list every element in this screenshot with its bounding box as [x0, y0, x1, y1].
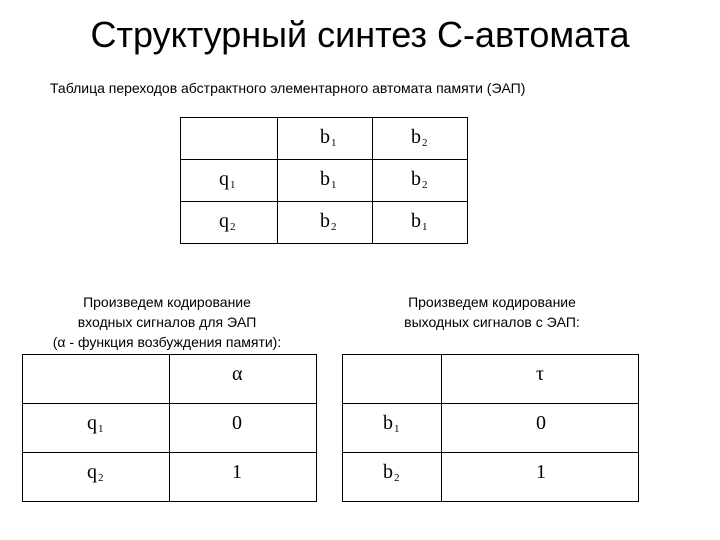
table-cell [278, 202, 373, 244]
cell-subscript: 2 [331, 221, 337, 233]
table-row [23, 404, 317, 453]
cell-base: b [411, 210, 421, 232]
table-row-label [23, 404, 170, 453]
cell-base: q [219, 168, 229, 190]
cell-base: b [383, 461, 393, 483]
table-header-row [343, 355, 639, 404]
cell-subscript: 2 [422, 179, 428, 191]
table-row [343, 453, 639, 502]
table-cell [170, 453, 317, 502]
table-corner-cell [23, 355, 170, 404]
table-header-cell [278, 118, 373, 160]
table-row [343, 404, 639, 453]
table-row [181, 202, 468, 244]
table-row-label [343, 404, 442, 453]
table-corner-cell [181, 118, 278, 160]
slide-title: Структурный синтез С-автомата [90, 14, 630, 55]
caption-line: выходных сигналов с ЭАП: [404, 314, 580, 330]
cell-base: q [87, 461, 97, 483]
table-cell [373, 202, 468, 244]
cell-subscript: 2 [422, 137, 428, 149]
cell-base: b [383, 412, 393, 434]
table-corner-cell [343, 355, 442, 404]
table-cell [442, 453, 639, 502]
table-header-row [23, 355, 317, 404]
cell-subscript: 2 [98, 472, 104, 484]
input-coding-table [22, 354, 317, 502]
cell-base: q [219, 210, 229, 232]
cell-base: q [87, 412, 97, 434]
output-coding-table [342, 354, 639, 502]
cell-base: τ [536, 363, 545, 385]
cell-base: b [320, 126, 330, 148]
cell-base: α [232, 363, 243, 385]
cell-subscript: 1 [422, 221, 428, 233]
cell-value: 0 [536, 412, 546, 434]
cell-subscript: 1 [331, 179, 337, 191]
cell-base: b [320, 210, 330, 232]
caption-line: (α - функция возбуждения памяти): [52, 334, 282, 350]
output-coding-caption [342, 292, 642, 332]
table-header-cell [373, 118, 468, 160]
table-row-label [343, 453, 442, 502]
table-row-label [23, 453, 170, 502]
table-header-row [181, 118, 468, 160]
cell-value: 1 [232, 461, 242, 483]
table-cell [442, 404, 639, 453]
input-coding-caption [22, 292, 312, 352]
cell-base: b [411, 126, 421, 148]
table-cell [278, 160, 373, 202]
cell-subscript: 2 [394, 472, 400, 484]
cell-subscript: 1 [230, 179, 236, 191]
table-cell [170, 404, 317, 453]
table-header-cell [442, 355, 639, 404]
cell-value: 1 [536, 461, 546, 483]
table-header-cell [170, 355, 317, 404]
cell-base: b [411, 168, 421, 190]
cell-subscript: 1 [98, 423, 104, 435]
table-row-label [181, 202, 278, 244]
table-row [181, 160, 468, 202]
cell-value: 0 [232, 412, 242, 434]
table-cell [373, 160, 468, 202]
caption-line: Произведем кодирование [83, 294, 251, 310]
caption-line: Произведем кодирование [408, 294, 576, 310]
cell-base: b [320, 168, 330, 190]
table-row-label [181, 160, 278, 202]
caption-line: входных сигналов для ЭАП [77, 314, 257, 330]
cell-subscript: 2 [230, 221, 236, 233]
cell-subscript: 1 [394, 423, 400, 435]
table-row [23, 453, 317, 502]
slide-subtitle: Таблица переходов абстрактного элементарного автомата памяти (ЭАП) [50, 80, 526, 96]
cell-subscript: 1 [331, 137, 337, 149]
transition-table [180, 117, 468, 244]
